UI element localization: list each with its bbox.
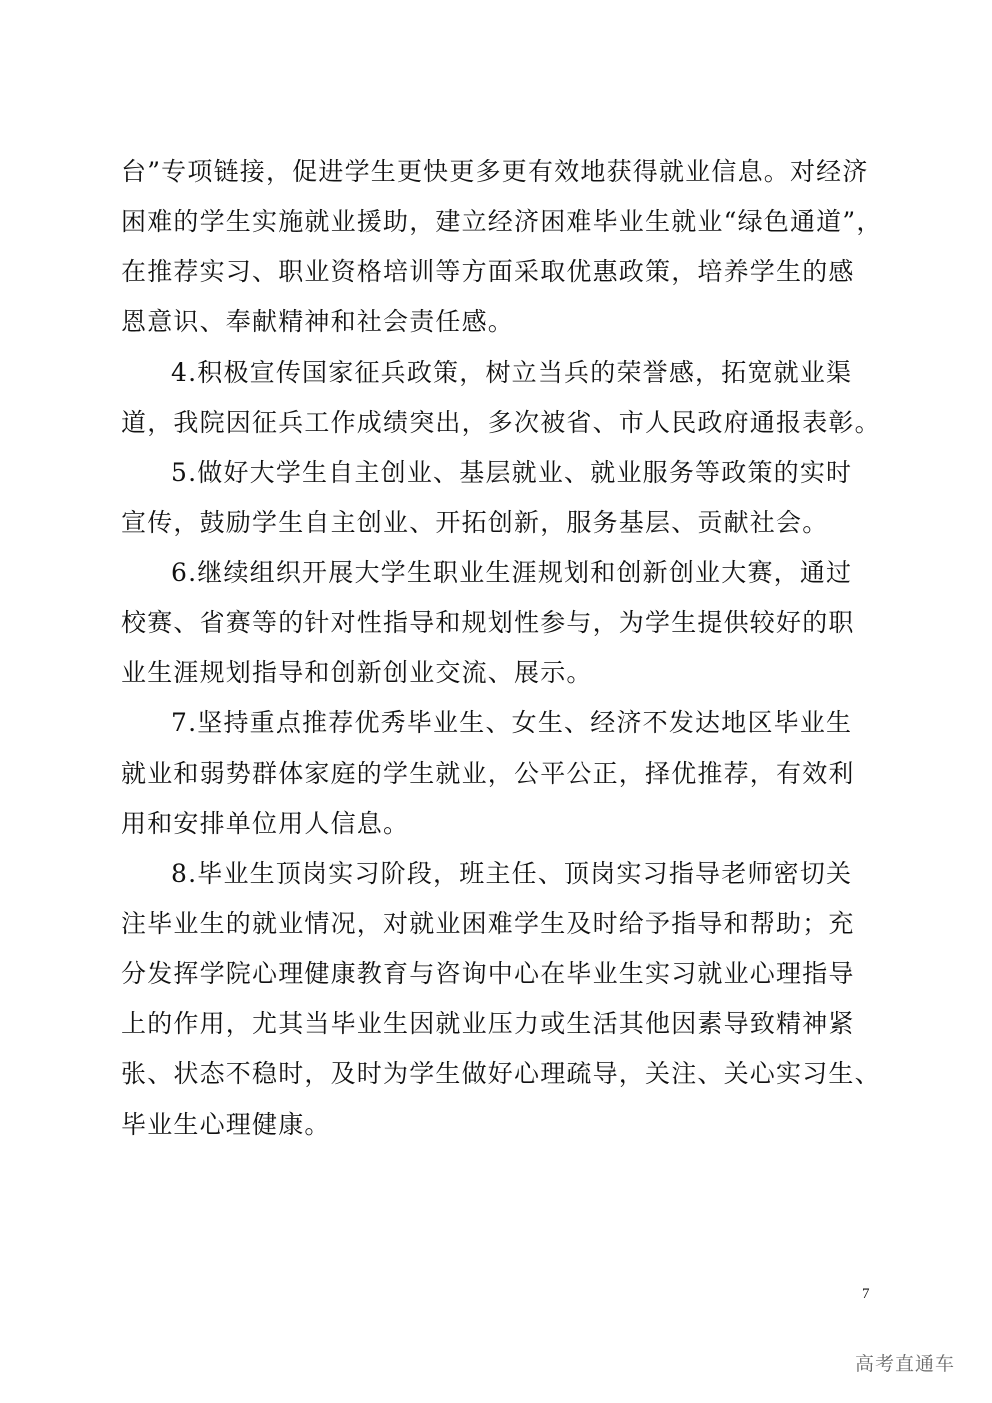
paragraph-4-first-line: 4.积极宣传国家征兵政策，树立当兵的荣誉感，拓宽就业渠 — [171, 358, 853, 387]
body-text-line: 在推荐实习、职业资格培训等方面采取优惠政策，培养学生的感 — [121, 257, 855, 286]
paragraph-6-first-line: 6.继续组织开展大学生职业生涯规划和创新创业大赛，通过 — [171, 558, 853, 587]
body-text-line: 就业和弱势群体家庭的学生就业，公平公正，择优推荐，有效利 — [121, 759, 855, 788]
body-text-line: 道，我院因征兵工作成绩突出，多次被省、市人民政府通报表彰。 — [121, 408, 881, 437]
body-text-line: 宣传，鼓励学生自主创业、开拓创新，服务基层、贡献社会。 — [121, 508, 829, 537]
paragraph-7-first-line: 7.坚持重点推荐优秀毕业生、女生、经济不发达地区毕业生 — [171, 708, 853, 737]
body-text-line: 校赛、省赛等的针对性指导和规划性参与，为学生提供较好的职 — [121, 608, 855, 637]
body-text-line: 恩意识、奉献精神和社会责任感。 — [121, 307, 515, 336]
body-text-line: 用和安排单位用人信息。 — [121, 809, 410, 838]
watermark-text: 高考直通车 — [855, 1353, 956, 1375]
body-text-line: 业生涯规划指导和创新创业交流、展示。 — [121, 658, 593, 687]
body-text-line: 困难的学生实施就业援助，建立经济困难毕业生就业“绿色通道”， — [121, 207, 883, 236]
body-text-line: 毕业生心理健康。 — [121, 1110, 331, 1139]
body-text-line: 上的作用，尤其当毕业生因就业压力或生活其他因素导致精神紧 — [121, 1009, 855, 1038]
body-text-line: 注毕业生的就业情况，对就业困难学生及时给予指导和帮助；充 — [121, 909, 855, 938]
page-number: 7 — [862, 1286, 870, 1302]
paragraph-8-first-line: 8.毕业生顶岗实习阶段，班主任、顶岗实习指导老师密切关 — [171, 859, 853, 888]
paragraph-5-first-line: 5.做好大学生自主创业、基层就业、就业服务等政策的实时 — [171, 458, 853, 487]
body-text-line: 张、状态不稳时，及时为学生做好心理疏导，关注、关心实习生、 — [121, 1059, 881, 1088]
body-text-line: 台”专项链接，促进学生更快更多更有效地获得就业信息。对经济 — [121, 157, 869, 186]
body-text-line: 分发挥学院心理健康教育与咨询中心在毕业生实习就业心理指导 — [121, 959, 855, 988]
